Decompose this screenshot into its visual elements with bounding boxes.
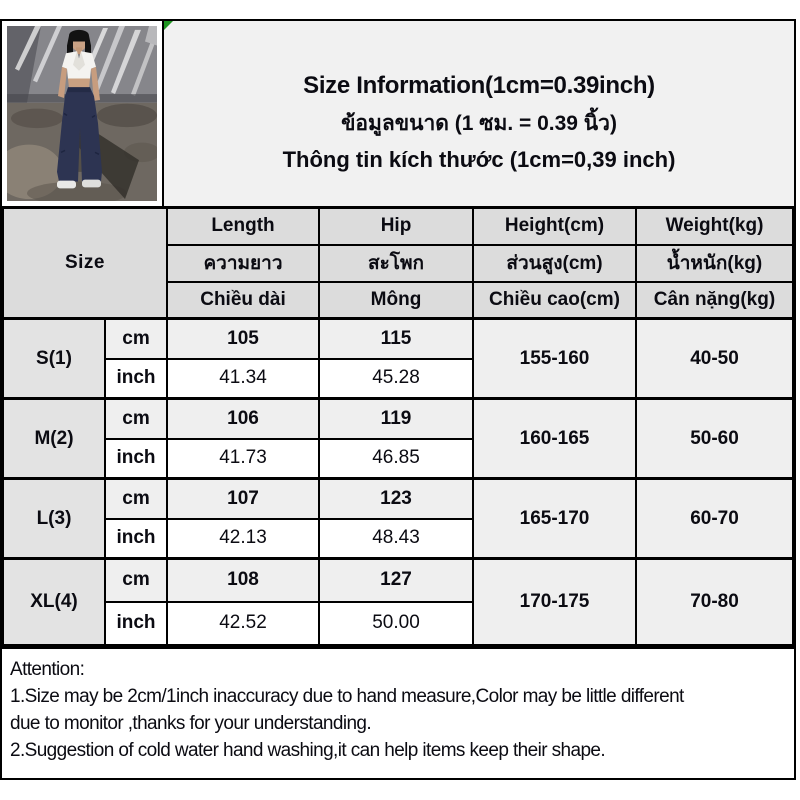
length-cm-xl: 108 [167, 559, 319, 602]
unit-inch-label: inch [105, 359, 167, 399]
hip-inch-xl: 50.00 [319, 602, 473, 645]
size-table [2, 206, 794, 646]
length-inch-s: 41.34 [167, 359, 319, 399]
row-l-cm [3, 479, 793, 519]
header-row-english [3, 208, 793, 245]
row-xl-cm [3, 559, 793, 602]
unit-inch-label: inch [105, 439, 167, 479]
size-label-l: L(3) [3, 479, 105, 559]
height-s: 155-160 [473, 319, 636, 399]
size-label-s: S(1) [3, 319, 105, 399]
unit-cm-label: cm [105, 399, 167, 439]
row-s-cm [3, 319, 793, 359]
weight-l: 60-70 [636, 479, 793, 559]
length-cm-s: 105 [167, 319, 319, 359]
unit-inch-label: inch [105, 519, 167, 559]
col-header-height-en: Height(cm) [473, 208, 636, 245]
col-header-length-th: ความยาว [167, 245, 319, 282]
col-header-weight-en: Weight(kg) [636, 208, 793, 245]
col-header-height-th: ส่วนสูง(cm) [473, 245, 636, 282]
title-english: Size Information(1cm=0.39inch) [303, 72, 655, 99]
size-chart-sheet [0, 19, 796, 780]
hip-cm-xl: 127 [319, 559, 473, 602]
attention-line-2: due to monitor ,thanks for your understanding. [10, 712, 372, 734]
length-inch-xl: 42.52 [167, 602, 319, 645]
weight-m: 50-60 [636, 399, 793, 479]
height-l: 165-170 [473, 479, 636, 559]
col-header-weight-th: น้ำหนัก(kg) [636, 245, 793, 282]
unit-cm-label: cm [105, 479, 167, 519]
product-photo-cell [2, 21, 164, 206]
row-m-cm [3, 399, 793, 439]
attention-heading: Attention: [10, 658, 85, 680]
weight-xl: 70-80 [636, 559, 793, 645]
col-header-length-vi: Chiều dài [167, 282, 319, 319]
attention-line-3: 2.Suggestion of cold water hand washing,it can help items keep their shape. [10, 739, 606, 761]
unit-inch-label: inch [105, 602, 167, 645]
col-header-hip-vi: Mông [319, 282, 473, 319]
col-header-length-en: Length [167, 208, 319, 245]
title-thai: ข้อมูลขนาด (1 ซม. = 0.39 นิ้ว) [341, 112, 617, 135]
model-photo [7, 26, 157, 201]
attention-section [2, 646, 794, 778]
hip-cm-m: 119 [319, 399, 473, 439]
unit-cm-label: cm [105, 319, 167, 359]
hip-inch-l: 48.43 [319, 519, 473, 559]
col-header-hip-th: สะโพก [319, 245, 473, 282]
unit-cm-label: cm [105, 559, 167, 602]
top-section [2, 21, 794, 206]
hip-cm-s: 115 [319, 319, 473, 359]
height-xl: 170-175 [473, 559, 636, 645]
cell-corner-marker-icon [164, 21, 173, 30]
length-inch-m: 41.73 [167, 439, 319, 479]
attention-line-1: 1.Size may be 2cm/1inch inaccuracy due to hand measure,Color may be little different [10, 685, 684, 707]
hip-cm-l: 123 [319, 479, 473, 519]
col-header-height-vi: Chiều cao(cm) [473, 282, 636, 319]
col-header-hip-en: Hip [319, 208, 473, 245]
weight-s: 40-50 [636, 319, 793, 399]
size-label-m: M(2) [3, 399, 105, 479]
length-cm-m: 106 [167, 399, 319, 439]
title-cell [164, 21, 794, 206]
size-label-xl: XL(4) [3, 559, 105, 645]
title-vietnamese: Thông tin kích thước (1cm=0,39 inch) [282, 147, 676, 172]
length-inch-l: 42.13 [167, 519, 319, 559]
hip-inch-s: 45.28 [319, 359, 473, 399]
size-corner-header: Size [3, 208, 167, 319]
col-header-weight-vi: Cân nặng(kg) [636, 282, 793, 319]
length-cm-l: 107 [167, 479, 319, 519]
height-m: 160-165 [473, 399, 636, 479]
hip-inch-m: 46.85 [319, 439, 473, 479]
